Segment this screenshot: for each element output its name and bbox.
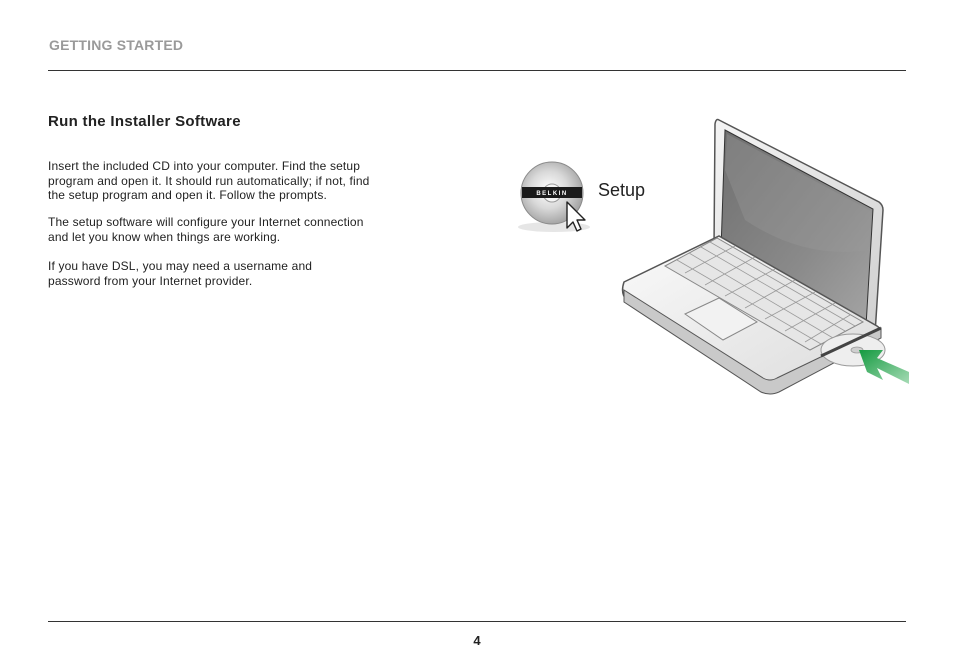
instruction-paragraph-1 [48, 159, 428, 203]
setup-illustration [505, 110, 915, 410]
top-divider [48, 70, 906, 71]
paragraph-line: password from your Internet provider. [48, 273, 253, 288]
paragraph-line: the setup program and open it. Follow the prompts. [48, 188, 327, 202]
bottom-divider [48, 621, 906, 622]
paragraph-line: If you have DSL, you may need a username and [48, 259, 313, 273]
cd-brand-label: BELKIN [536, 191, 568, 197]
page-number: 4 [473, 633, 481, 648]
cd-disc-icon [518, 162, 590, 232]
paragraph-line: The setup software will configure your Internet connection [48, 215, 364, 229]
instruction-paragraph-3 [48, 259, 428, 288]
laptop-icon [623, 120, 885, 395]
paragraph-line: program and open it. It should run automatically; if not, find [48, 173, 370, 188]
paragraph-line: and let you know when things are working. [48, 229, 281, 244]
page-heading: Run the Installer Software [48, 113, 241, 130]
setup-label: Setup [598, 180, 646, 200]
instruction-paragraph-2 [48, 215, 428, 244]
section-header: GETTING STARTED [49, 37, 184, 53]
paragraph-line: Insert the included CD into your computer. Find the setup [48, 159, 361, 173]
